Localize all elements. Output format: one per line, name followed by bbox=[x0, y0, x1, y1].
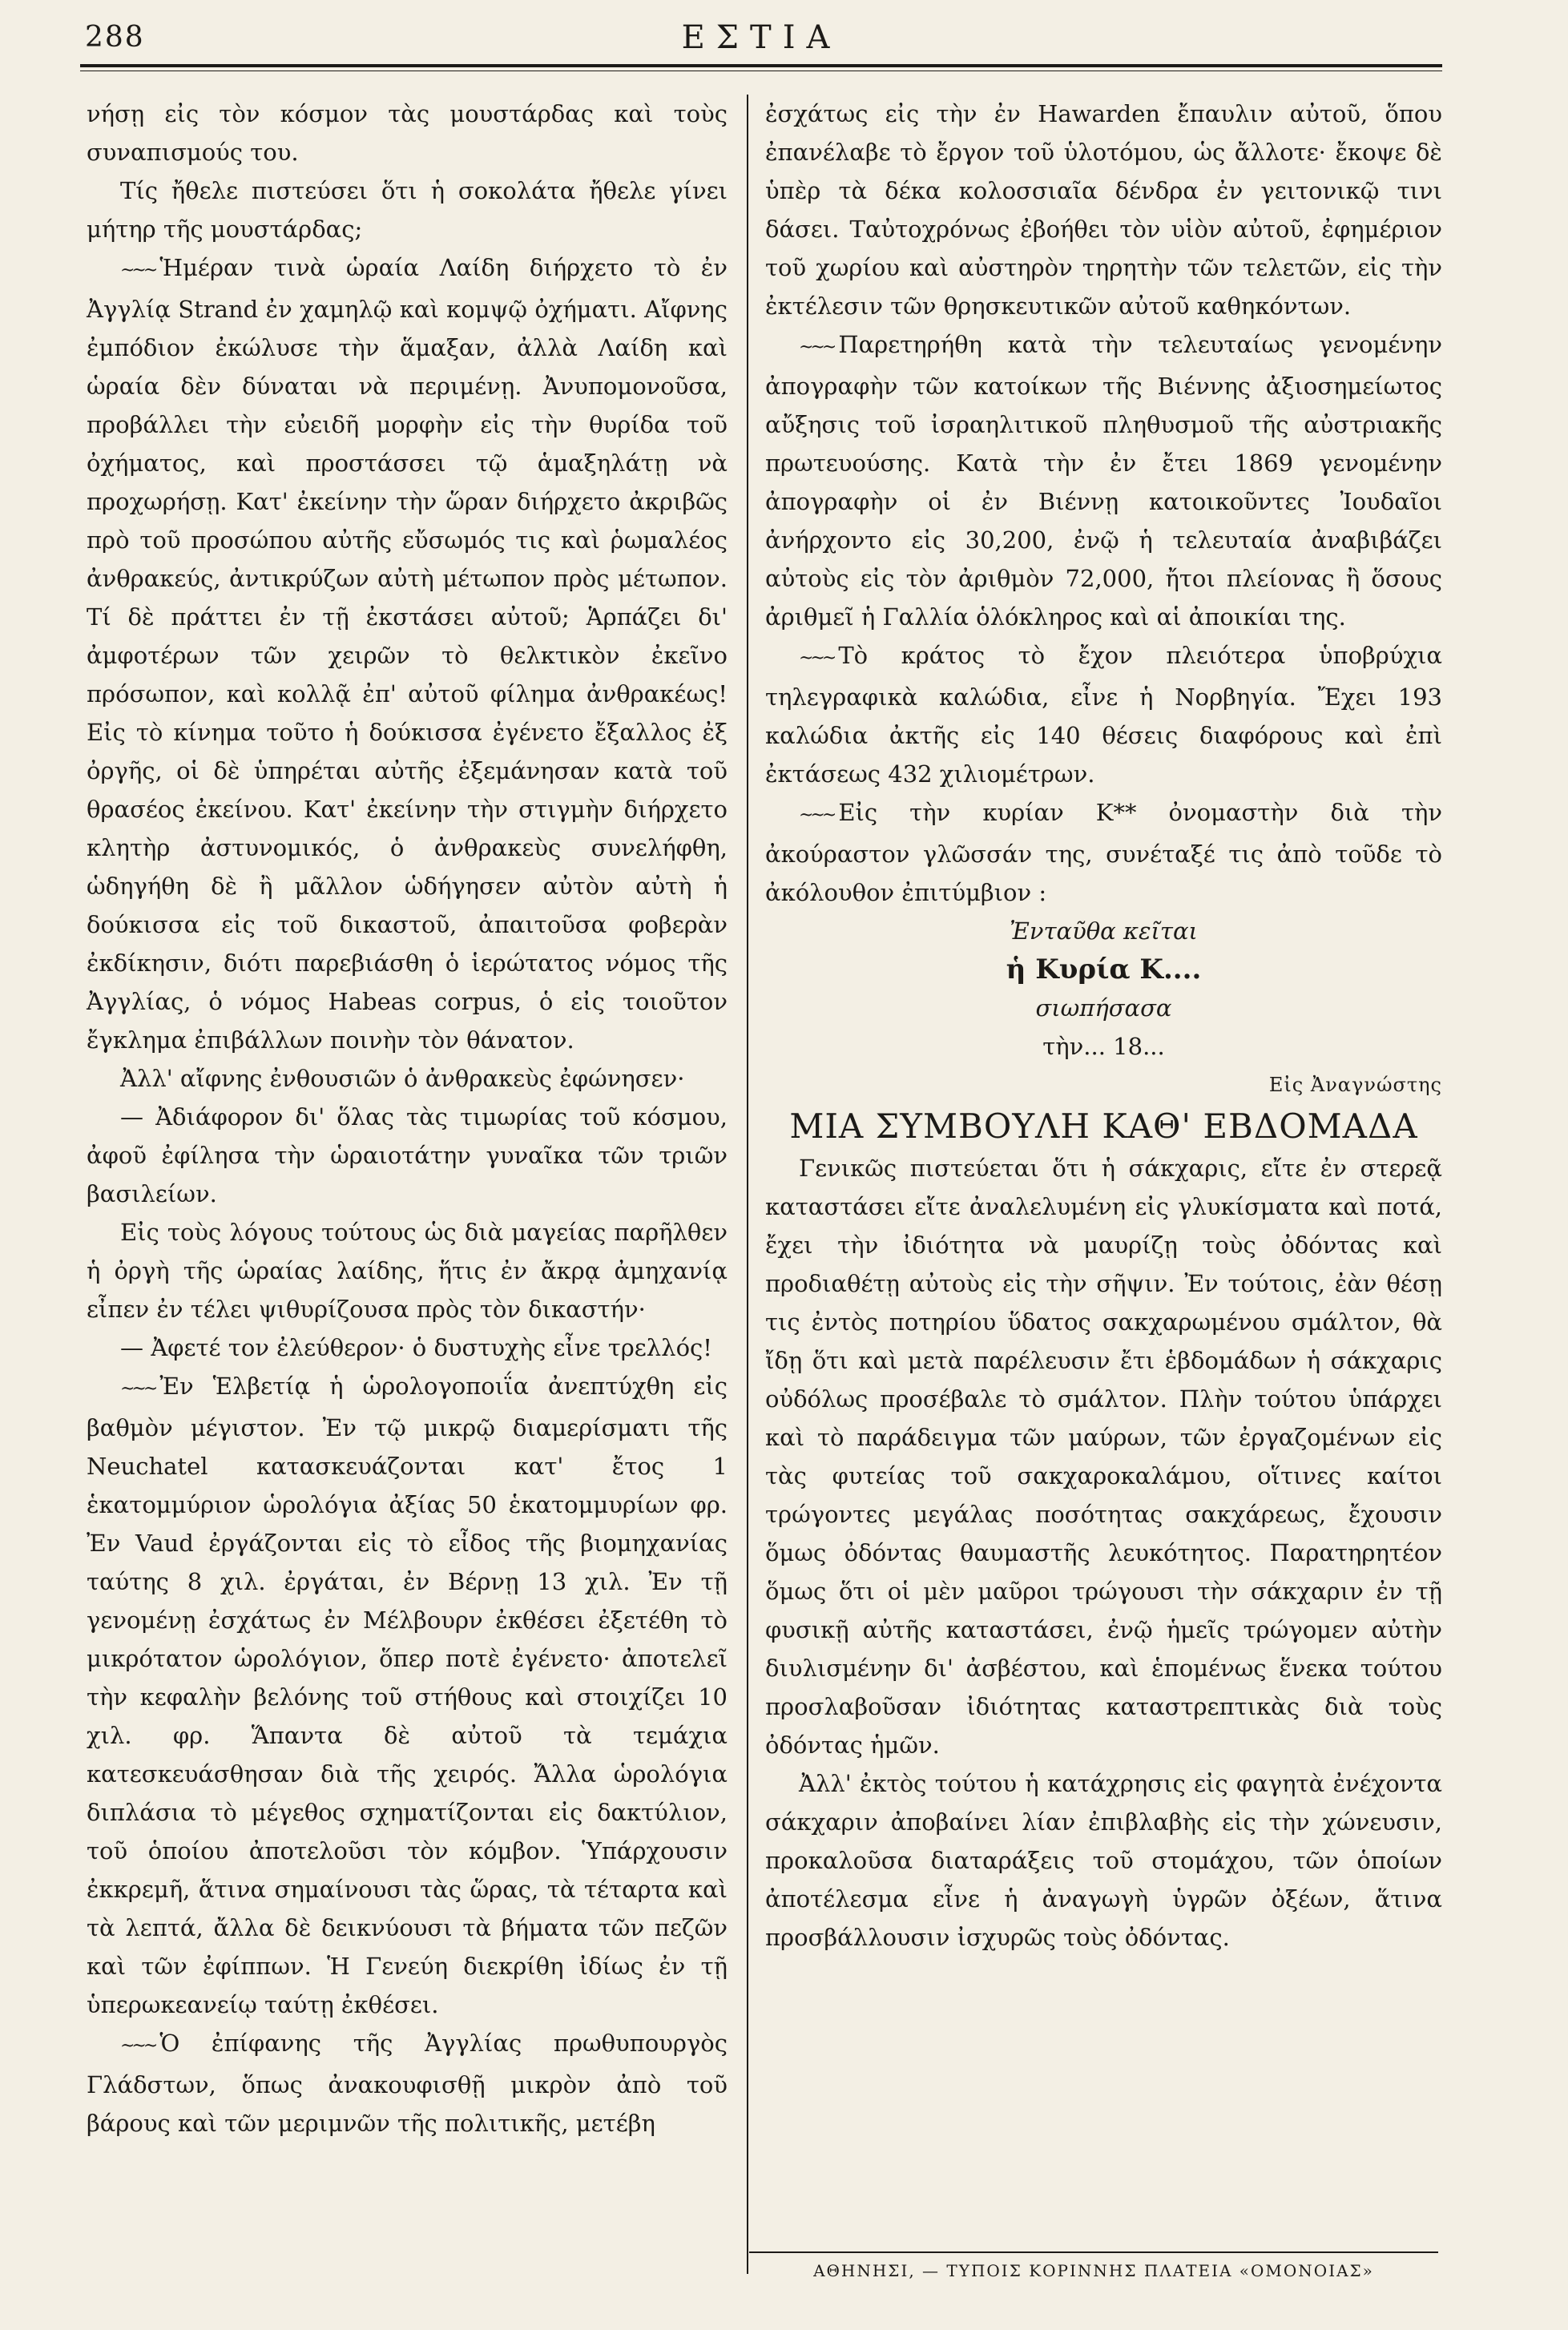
page-header bbox=[80, 16, 1442, 64]
section-title: ΜΙΑ ΣΥΜΒΟΥΛΗ ΚΑΘ' ΕΒΔΟΜΑΔΑ bbox=[789, 1107, 1418, 1146]
publication-title: ΕΣΤΙΑ bbox=[681, 19, 841, 56]
item-marker: ~~~ bbox=[120, 260, 155, 280]
article-paragraph: ἐσχάτως εἰς τὴν ἐν Hawarden ἔπαυλιν αὐτοῦ, ὅπου ἐπανέλαβε τὸ ἔργον τοῦ ὑλοτόμου, ὡς ἄλλοτε· ἔκοψε δὲ ὑπὲρ τὰ δέκα κολοσσιαῖα δένδρα ἐν γειτονικῷ τινι δάσει. Ταὐτοχρόνως ἐβοήθει τὸν υἱὸν αὐτοῦ, ἐφημέριον τοῦ χωρίου καὶ αὐστηρὸν τηρητὴν τῶν τελετῶν, εἰς τὴν ἐκτέλεσιν τῶν θρησκευτικῶν αὐτοῦ καθηκόντων. bbox=[765, 100, 1442, 320]
article-paragraph bbox=[87, 1367, 728, 2024]
article-paragraph: νήσῃ εἰς τὸν κόσμον τὰς μουστάρδας καὶ τοὺς συναπισμούς του. bbox=[87, 100, 728, 166]
article-paragraph: Ἀλλ' ἐκτὸς τούτου ἡ κατάχρησις εἰς φαγητὰ ἐνέχοντα σάκχαριν ἀποβαίνει λίαν ἐπιβλαβὴς εἰς τὴν χώνευσιν, προκαλοῦσα διαταράξεις τοῦ στομάχου, τῶν ὁποίων ἀποτέλεσμα εἶνε ἡ ἀναγωγὴ ὑγρῶν ὀξέων, ἅτινα προσβάλλουσιν ἰσχυρῶς τοὺς ὀδόντας. bbox=[765, 1770, 1442, 1951]
paragraph-text: Ἐν Ἑλβετίᾳ ἡ ὡρολογοποιΐα ἀνεπτύχθη εἰς βαθμὸν μέγιστον. Ἐν τῷ μικρῷ διαμερίσματι τῆς Neuchatel κατασκευάζονται κατ' ἔτος 1 ἑκατομμύριον ὡρολόγια ἀξίας 50 ἑκατομμυρίων φρ. Ἐν Vaud ἐργάζονται εἰς τὸ εἶδος τῆς βιομηχανίας ταύτης 8 χιλ. ἐργάται, ἐν Βέρνῃ 13 χιλ. Ἐν τῇ γενομένῃ ἐσχάτως ἐν Μέλβουρν ἐκθέσει ἐξετέθη τὸ μικρότατον ὡρολόγιον, ὅπερ ποτὲ ἐγένετο· ἀποτελεῖ τὴν κεφαλὴν βελόνης τοῦ στήθους καὶ στοιχίζει 10 χιλ. φρ. Ἅπαντα δὲ αὐτοῦ τὰ τεμάχια κατεσκευάσθησαν διὰ τῆς χειρός. Ἄλλα ὡρολόγια διπλάσια τὸ μέγεθος σχηματίζονται εἰς δακτύλιον, τοῦ ὁποίου ἀποτελοῦσι τὸν κόμβον. Ὑπάρχουσιν ἐκκρεμῆ, ἅτινα σημαίνουσι τὰς ὥρας, τὰ τέταρτα καὶ τὰ λεπτά, ἄλλα δὲ δεικνύουσι τὰ βήματα τῶν πεζῶν καὶ τῶν ἐφίππων. Ἡ Γενεύη διεκρίθη ἰδίως ἐν τῇ ὑπερωκεανείῳ ταύτῃ ἐκθέσει. bbox=[87, 1373, 728, 2018]
footer-rule bbox=[749, 2251, 1438, 2253]
printer-imprint: ΑΘΗΝΗΣΙ, — ΤΥΠΟΙΣ ΚΟΡΙΝΝΗΣ ΠΛΑΤΕΙΑ «ΟΜΟΝΟΙΑΣ» bbox=[813, 2261, 1374, 2280]
article-paragraph bbox=[765, 325, 1442, 636]
column-divider bbox=[747, 95, 748, 2274]
item-marker: ~~~ bbox=[799, 648, 834, 668]
page-number: 288 bbox=[85, 21, 145, 54]
epitaph-date: τὴν... 18... bbox=[1042, 1033, 1165, 1060]
article-paragraph bbox=[87, 248, 728, 1059]
article-paragraph bbox=[765, 793, 1442, 912]
paragraph-text: Ἡμέραν τινὰ ὡραία Λαίδη διήρχετο τὸ ἐν Ἀγγλίᾳ Strand ἐν χαμηλῷ καὶ κομψῷ ὀχήματι. Αἴφνης ἐμπόδιον ἐκώλυσε τὴν ἅμαξαν, ἀλλὰ Λαίδη καὶ ὡραία δὲν δύναται νὰ περιμένῃ. Ἀνυπομονοῦσα, προβάλλει τὴν εὐειδῆ μορφὴν εἰς τὴν θυρίδα τοῦ ὀχήματος, καὶ προστάσσει τῷ ἁμαξηλάτῃ νὰ προχωρήσῃ. Κατ' ἐκείνην τὴν ὥραν διήρχετο ἀκριβῶς πρὸ τοῦ προσώπου αὐτῆς εὔσωμός τις καὶ ῥωμαλέος ἀνθρακεύς, ἀντικρύζων αὐτὴ μέτωπον πρὸς μέτωπον. Τί δὲ πράττει ἐν τῇ ἐκστάσει αὐτοῦ; Ἁρπάζει δι' ἀμφοτέρων τῶν χειρῶν τὸ θελκτικὸν ἐκεῖνο πρόσωπον, καὶ κολλᾷ ἐπ' αὐτοῦ φίλημα ἀνθρακέως! Εἰς τὸ κίνημα τοῦτο ἡ δούκισσα ἐγένετο ἔξαλλος ἐξ ὀργῆς, οἱ δὲ ὑπηρέται αὐτῆς ἐξεμάνησαν κατὰ τοῦ θρασέος ἐκείνου. Κατ' ἐκείνην τὴν στιγμὴν διήρχετο κλητὴρ ἀστυνομικός, ὁ ἀνθρακεὺς συνελήφθη, ὡδηγήθη δὲ ἢ μᾶλλον ὡδήγησεν αὐτὸν αὐτὴ ἡ δούκισσα εἰς τοῦ δικαστοῦ, ἀπαιτοῦσα φοβερὰν ἐκδίκησιν, διότι παρεβιάσθη ὁ ἱερώτατος νόμος τῆς Ἀγγλίας, ὁ νόμος Habeas corpus, ὁ εἰς τοιοῦτον ἔγκλημα ἐπιβάλλων ποινὴν τὸν θάνατον. bbox=[87, 254, 728, 1054]
article-paragraph: Εἰς τοὺς λόγους τούτους ὡς διὰ μαγείας παρῆλθεν ἡ ὀργὴ τῆς ὡραίας λαίδης, ἥτις ἐν ἄκρᾳ ἀμηχανίᾳ εἶπεν ἐν τέλει ψιθυρίζουσα πρὸς τὸν δικαστήν· bbox=[87, 1219, 728, 1323]
item-marker: ~~~ bbox=[799, 805, 834, 825]
paragraph-text: Τὸ κράτος τὸ ἔχον πλειότερα ὑποβρύχια τηλεγραφικὰ καλώδια, εἶνε ἡ Νορβηγία. Ἔχει 193 καλώδια ἀκτῆς εἰς 140 θέσεις διαφόρους καὶ ἐπὶ ἐκτάσεως 432 χιλιομέτρων. bbox=[765, 642, 1442, 788]
article-paragraph: — Ἀφετέ τον ἐλεύθερον· ὁ δυστυχὴς εἶνε τρελλός! bbox=[120, 1334, 712, 1361]
paragraph-text: Παρετηρήθη κατὰ τὴν τελευταίως γενομένην ἀπογραφὴν τῶν κατοίκων τῆς Βιέννης ἀξιοσημείωτος αὔξησις τοῦ ἰσραηλιτικοῦ πληθυσμοῦ τῆς αὐστριακῆς πρωτευούσης. Κατὰ τὴν ἐν ἔτει 1869 γενομένην ἀπογραφὴν οἱ ἐν Βιέννῃ κατοικοῦντες Ἰουδαῖοι ἀνήρχοντο εἰς 30,200, ἐνῷ ἡ τελευταία ἀναβιβάζει αὐτοὺς εἰς τὸν ἀριθμὸν 72,000, ἤτοι πλείονας ἢ ὅσους ἀριθμεῖ ἡ Γαλλία ὁλόκληρος καὶ αἱ ἀποικίαι της. bbox=[765, 331, 1442, 631]
article-paragraph: Τίς ἤθελε πιστεύσει ὅτι ἡ σοκολάτα ἤθελε γίνει μήτηρ τῆς μουστάρδας; bbox=[87, 177, 728, 243]
signature: Εἰς Ἀναγνώστης bbox=[1268, 1074, 1442, 1096]
epitaph-name: ἡ Κυρία Κ.... bbox=[1006, 953, 1202, 986]
article-paragraph bbox=[765, 636, 1442, 793]
item-marker: ~~~ bbox=[120, 2036, 155, 2056]
epitaph-line: σιωπήσασα bbox=[1035, 994, 1172, 1022]
left-column bbox=[87, 95, 728, 2143]
article-paragraph: Ἀλλ' αἴφνης ἐνθουσιῶν ὁ ἀνθρακεὺς ἐφώνησεν· bbox=[120, 1065, 685, 1092]
item-marker: ~~~ bbox=[799, 337, 834, 357]
epitaph-line: Ἐνταῦθα κεῖται bbox=[1010, 917, 1198, 945]
item-marker: ~~~ bbox=[120, 1379, 155, 1399]
right-column bbox=[765, 95, 1442, 1957]
paragraph-text: Ὁ ἐπίφανης τῆς Ἀγγλίας πρωθυπουργὸς Γλάδστων, ὅπως ἀνακουφισθῇ μικρὸν ἀπὸ τοῦ βάρους καὶ τῶν μεριμνῶν τῆς πολιτικῆς, μετέβη bbox=[87, 2030, 728, 2137]
article-paragraph: — Ἀδιάφορον δι' ὅλας τὰς τιμωρίας τοῦ κόσμου, ἀφοῦ ἐφίλησα τὴν ὡραιοτάτην γυναῖκα τῶν τριῶν βασιλείων. bbox=[87, 1103, 728, 1207]
paragraph-text: Εἰς τὴν κυρίαν Κ** ὀνομαστὴν διὰ τὴν ἀκούραστον γλῶσσάν της, συνέταξέ τις ἀπὸ τοῦδε τὸ ἀκόλουθον ἐπιτύμβιον : bbox=[765, 799, 1442, 906]
article-paragraph bbox=[87, 2024, 728, 2143]
article-paragraph: Γενικῶς πιστεύεται ὅτι ἡ σάκχαρις, εἴτε ἐν στερεᾷ καταστάσει εἴτε ἀναλελυμένη εἰς γλυκίσματα καὶ ποτά, ἔχει τὴν ἰδιότητα νὰ μαυρίζῃ τοὺς ὀδόντας καὶ προδιαθέτῃ αὐτοὺς εἰς τὴν σῆψιν. Ἐν τούτοις, ἐὰν θέσῃ τις ἐντὸς ποτηρίου ὕδατος σακχαρωμένου σμάλτον, θὰ ἴδῃ ὅτι καὶ μετὰ παρέλευσιν ἔτι ἑβδομάδων ἡ σάκχαρις οὐδόλως προσέβαλε τὸ σμάλτον. Πλὴν τούτου ὑπάρχει καὶ τὸ παράδειγμα τῶν μαύρων, τῶν ἐργαζομένων εἰς τὰς φυτείας τοῦ σακχαροκαλάμου, οἵτινες καίτοι τρώγοντες μεγάλας ποσότητας σακχάρεως, ἔχουσιν ὅμως ὀδόντας θαυμαστῆς λευκότητος. Παρατηρητέον ὅμως ὅτι οἱ μὲν μαῦροι τρώγουσι τὴν σάκχαριν ἐν τῇ φυσικῇ αὐτῆς καταστάσει, ἐνῷ ἡμεῖς τρώγομεν αὐτὴν διυλισμένην δι' ἀσβέστου, καὶ ἑπομένως ἕνεκα τούτου προσλαβοῦσαν ἰδιότητας καταστρεπτικὰς διὰ τοὺς ὀδόντας ἡμῶν. bbox=[765, 1155, 1442, 1759]
header-rule bbox=[80, 64, 1442, 67]
